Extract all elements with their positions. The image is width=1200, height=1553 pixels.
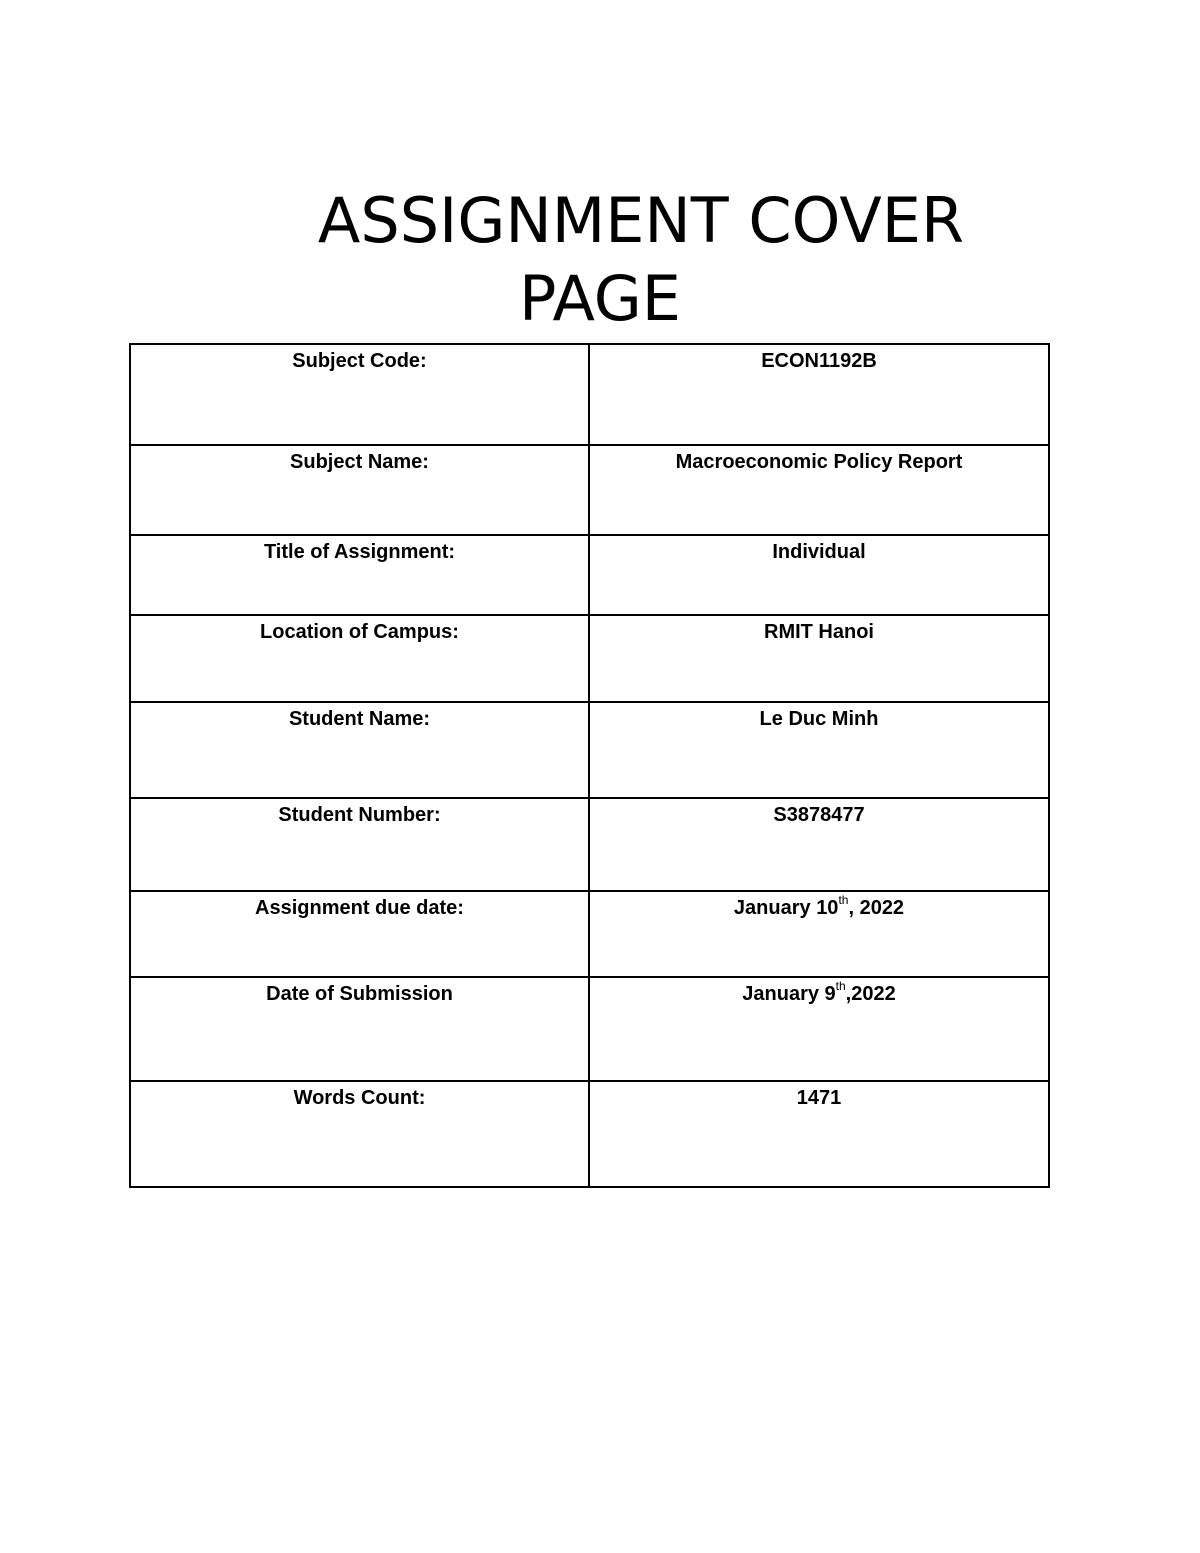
student-number-value: S3878477 (589, 798, 1049, 891)
cover-info-table (129, 343, 1050, 1188)
table-row-student-name (130, 702, 1049, 798)
due-date-value-prefix: January 10 (733, 897, 839, 919)
table-row-subject-name (130, 445, 1049, 535)
submission-date-value-suffix: ,2022 (845, 983, 896, 1005)
page-title-line-2: PAGE (519, 261, 681, 335)
campus-location-label: Location of Campus: (130, 615, 589, 702)
page-title (0, 182, 1200, 338)
table-row-student-number (130, 798, 1049, 891)
assignment-title-label: Title of Assignment: (130, 535, 589, 615)
subject-name-label: Subject Name: (130, 445, 589, 535)
subject-code-label: Subject Code: (130, 344, 589, 445)
table-row-assignment-title (130, 535, 1049, 615)
subject-code-value: ECON1192B (589, 344, 1049, 445)
due-date-value-suffix: , 2022 (848, 897, 905, 919)
word-count-value: 1471 (589, 1081, 1049, 1187)
assignment-title-value: Individual (589, 535, 1049, 615)
student-name-label: Student Name: (130, 702, 589, 798)
due-date-value (589, 891, 1049, 977)
word-count-label: Words Count: (130, 1081, 589, 1187)
subject-name-value: Macroeconomic Policy Report (589, 445, 1049, 535)
submission-date-value-ordinal: th (835, 979, 846, 994)
table-row-campus-location (130, 615, 1049, 702)
table-row-submission-date (130, 977, 1049, 1081)
table-row-subject-code (130, 344, 1049, 445)
student-number-label: Student Number: (130, 798, 589, 891)
page-title-line-1: ASSIGNMENT COVER (317, 183, 965, 257)
table-row-word-count (130, 1081, 1049, 1187)
submission-date-value-prefix: January 9 (742, 983, 836, 1005)
campus-location-value: RMIT Hanoi (589, 615, 1049, 702)
submission-date-value (589, 977, 1049, 1081)
submission-date-label: Date of Submission (130, 977, 589, 1081)
table-row-due-date (130, 891, 1049, 977)
student-name-value: Le Duc Minh (589, 702, 1049, 798)
due-date-label: Assignment due date: (130, 891, 589, 977)
due-date-value-ordinal: th (838, 893, 849, 908)
